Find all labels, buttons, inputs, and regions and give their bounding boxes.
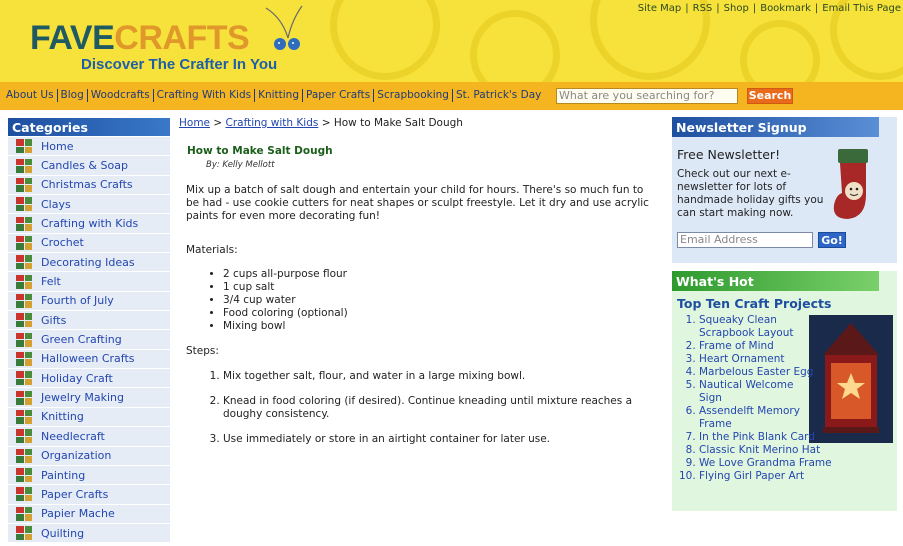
nav-paper-crafts[interactable]: Paper Crafts — [303, 89, 374, 102]
category-label: Halloween Crafts — [41, 352, 135, 366]
email-field[interactable]: Email Address — [677, 232, 813, 248]
newsletter-box — [672, 117, 897, 263]
category-label: Quilting — [41, 526, 85, 540]
category-icon — [16, 487, 32, 501]
bookmark-link[interactable]: Bookmark — [760, 3, 811, 14]
material-item: • 3/4 cup water — [223, 294, 348, 307]
top-ten-item[interactable] — [699, 457, 899, 470]
steps-label: Steps: — [186, 345, 219, 357]
top-ten-item[interactable] — [699, 405, 819, 431]
top-ten-item[interactable] — [699, 431, 899, 444]
category-icon — [16, 333, 32, 347]
category-item[interactable] — [8, 329, 170, 348]
top-ten-item[interactable] — [699, 314, 819, 340]
category-label: Fourth of July — [41, 294, 114, 308]
category-label: Knitting — [41, 410, 84, 424]
category-icon — [16, 468, 32, 482]
category-icon — [16, 429, 32, 443]
step-item: 1. Mix together salt, flour, and water in a large mixing bowl. — [223, 370, 643, 383]
article-byline: By: Kelly Mellott — [206, 160, 275, 170]
top-ten-item[interactable] — [699, 444, 899, 457]
category-icon — [16, 255, 32, 269]
logo-crafts-text: CRAFTS — [114, 19, 250, 57]
category-item[interactable] — [8, 213, 170, 232]
category-item[interactable] — [8, 271, 170, 290]
category-label: Christmas Crafts — [41, 178, 133, 192]
category-label: Papier Mache — [41, 507, 115, 521]
category-icon — [16, 236, 32, 250]
category-item[interactable] — [8, 504, 170, 523]
category-label: Organization — [41, 449, 112, 463]
category-label: Needlecraft — [41, 429, 105, 443]
materials-label: Materials: — [186, 244, 238, 256]
category-label: Green Crafting — [41, 333, 122, 347]
logo-fave-text: FAVE — [30, 19, 115, 57]
top-ten-link[interactable]: Marbelous Easter Egg — [699, 366, 814, 378]
category-label: Home — [41, 139, 74, 153]
email-page-link[interactable]: Email This Page — [822, 3, 901, 14]
category-label: Jewelry Making — [41, 391, 124, 405]
steps-list — [223, 370, 643, 458]
category-label: Gifts — [41, 313, 67, 327]
top-ten-item[interactable] — [699, 353, 819, 366]
category-label: Crafting with Kids — [41, 217, 139, 231]
site-map-link[interactable]: Site Map — [637, 3, 682, 14]
top-ten-item[interactable] — [699, 340, 819, 353]
category-item[interactable] — [8, 387, 170, 406]
categories-heading: Categories — [8, 118, 170, 136]
category-item[interactable] — [8, 368, 170, 387]
category-label: Paper Crafts — [41, 487, 109, 501]
material-item: • Mixing bowl — [223, 320, 348, 333]
top-ten-list — [699, 314, 832, 483]
category-icon — [16, 294, 32, 308]
top-ten-link[interactable]: In the Pink Blank Card — [699, 431, 815, 443]
nav-scrapbooking[interactable]: Scrapbooking — [374, 89, 453, 102]
category-item[interactable] — [8, 465, 170, 484]
top-ten-link[interactable]: Nautical Welcome Sign — [699, 379, 794, 404]
decorative-swirl — [470, 10, 560, 82]
breadcrumb-section-link[interactable]: Crafting with Kids — [225, 117, 319, 129]
category-icon — [16, 410, 32, 424]
category-item[interactable] — [8, 310, 170, 329]
newsletter-text: Check out our next e-newsletter for lots of handmade holiday gifts you can start making now. — [677, 168, 824, 219]
whats-hot-box — [672, 271, 897, 511]
top-ten-link[interactable]: Assendelft Memory Frame — [699, 405, 800, 430]
category-item[interactable] — [8, 523, 170, 542]
decorative-swirl — [740, 20, 820, 82]
top-ten-link[interactable]: Frame of Mind — [699, 340, 774, 352]
christmas-stocking-image — [830, 147, 880, 227]
material-item: • 1 cup salt — [223, 281, 348, 294]
site-tagline: Discover The Crafter In You — [81, 56, 278, 73]
article-title: How to Make Salt Dough — [187, 145, 333, 157]
go-button[interactable]: Go! — [818, 232, 846, 248]
lantern-image — [809, 315, 893, 443]
category-item[interactable] — [8, 136, 170, 155]
decorative-swirl — [330, 0, 440, 80]
categories-list — [8, 136, 170, 542]
category-icon — [16, 217, 32, 231]
top-ten-item[interactable] — [699, 366, 819, 379]
nav-crafting-with-kids[interactable]: Crafting With Kids — [154, 89, 255, 102]
category-icon — [16, 352, 32, 366]
category-label: Painting — [41, 468, 86, 482]
category-item[interactable] — [8, 194, 170, 213]
top-ten-item[interactable] — [699, 470, 899, 483]
category-item[interactable] — [8, 291, 170, 310]
top-ten-link[interactable]: We Love Grandma Frame — [699, 457, 832, 469]
top-ten-link[interactable]: Heart Ornament — [699, 353, 785, 365]
site-logo[interactable] — [30, 20, 249, 56]
category-icon — [16, 275, 32, 289]
article-content — [179, 117, 659, 445]
search-button[interactable]: Search — [748, 89, 792, 102]
step-item: 3. Use immediately or store in an airtight container for later use. — [223, 433, 643, 446]
rss-link[interactable]: RSS — [692, 3, 713, 14]
utility-links: Site Map | RSS | Shop | Bookmark | Email This Page — [637, 3, 901, 14]
category-icon — [16, 507, 32, 521]
category-item[interactable] — [8, 233, 170, 252]
material-item: • 2 cups all-purpose flour — [223, 268, 348, 281]
article-intro: Mix up a batch of salt dough and entertain your child for hours. There's so much fun to be had - use cookie cutters for neat shapes or sculpt freestyle. Let it dry and use acrylic paints for even more decorating fun! — [186, 184, 649, 222]
category-item[interactable] — [8, 175, 170, 194]
category-label: Decorating Ideas — [41, 255, 135, 269]
breadcrumb-separator: > — [213, 117, 223, 129]
material-item: • Food coloring (optional) — [223, 307, 348, 320]
category-label: Crochet — [41, 236, 84, 250]
category-label: Clays — [41, 197, 71, 211]
category-label: Felt — [41, 275, 61, 289]
breadcrumb — [179, 117, 659, 129]
top-ten-item[interactable] — [699, 379, 819, 405]
top-ten-link[interactable]: Classic Knit Merino Hat — [699, 444, 821, 456]
breadcrumb-current: How to Make Salt Dough — [333, 117, 463, 129]
category-icon — [16, 391, 32, 405]
category-item[interactable] — [8, 155, 170, 174]
category-item[interactable] — [8, 426, 170, 445]
top-ten-link[interactable]: Flying Girl Paper Art — [699, 470, 805, 482]
category-label: Candles & Soap — [41, 159, 128, 173]
category-label: Holiday Craft — [41, 371, 113, 385]
category-item[interactable] — [8, 349, 170, 368]
nav-about-us[interactable]: About Us — [3, 89, 58, 102]
step-item: 2. Knead in food coloring (if desired). Continue kneading until mixture reaches a doughy consistency. — [223, 395, 643, 421]
search-input[interactable]: What are you searching for? — [556, 88, 738, 104]
nav-links — [3, 89, 544, 102]
nav-blog[interactable]: Blog — [58, 89, 88, 102]
nav-knitting[interactable]: Knitting — [255, 89, 303, 102]
category-icon — [16, 178, 32, 192]
whats-hot-heading: What's Hot — [672, 271, 879, 291]
top-ten-title: Top Ten Craft Projects — [677, 296, 832, 311]
category-icon — [16, 159, 32, 173]
site-header — [0, 0, 903, 82]
category-item[interactable] — [8, 407, 170, 426]
category-icon — [16, 449, 32, 463]
newsletter-heading: Newsletter Signup — [672, 117, 879, 137]
category-icon — [16, 197, 32, 211]
nav-woodcrafts[interactable]: Woodcrafts — [88, 89, 154, 102]
buttons-thread-icon — [262, 4, 310, 56]
materials-list — [223, 268, 348, 333]
category-item[interactable] — [8, 252, 170, 271]
category-item[interactable] — [8, 484, 170, 503]
category-icon — [16, 526, 32, 540]
breadcrumb-separator: > — [321, 117, 331, 129]
category-item[interactable] — [8, 446, 170, 465]
newsletter-title: Free Newsletter! — [677, 147, 781, 162]
category-icon — [16, 139, 32, 153]
shop-link[interactable]: Shop — [723, 3, 749, 14]
categories-sidebar — [8, 118, 170, 542]
category-icon — [16, 371, 32, 385]
nav-st-patricks-day[interactable]: St. Patrick's Day — [455, 89, 542, 101]
top-ten-link[interactable]: Squeaky Clean Scrapbook Layout — [699, 314, 794, 339]
breadcrumb-home-link[interactable]: Home — [179, 117, 211, 129]
category-icon — [16, 313, 32, 327]
